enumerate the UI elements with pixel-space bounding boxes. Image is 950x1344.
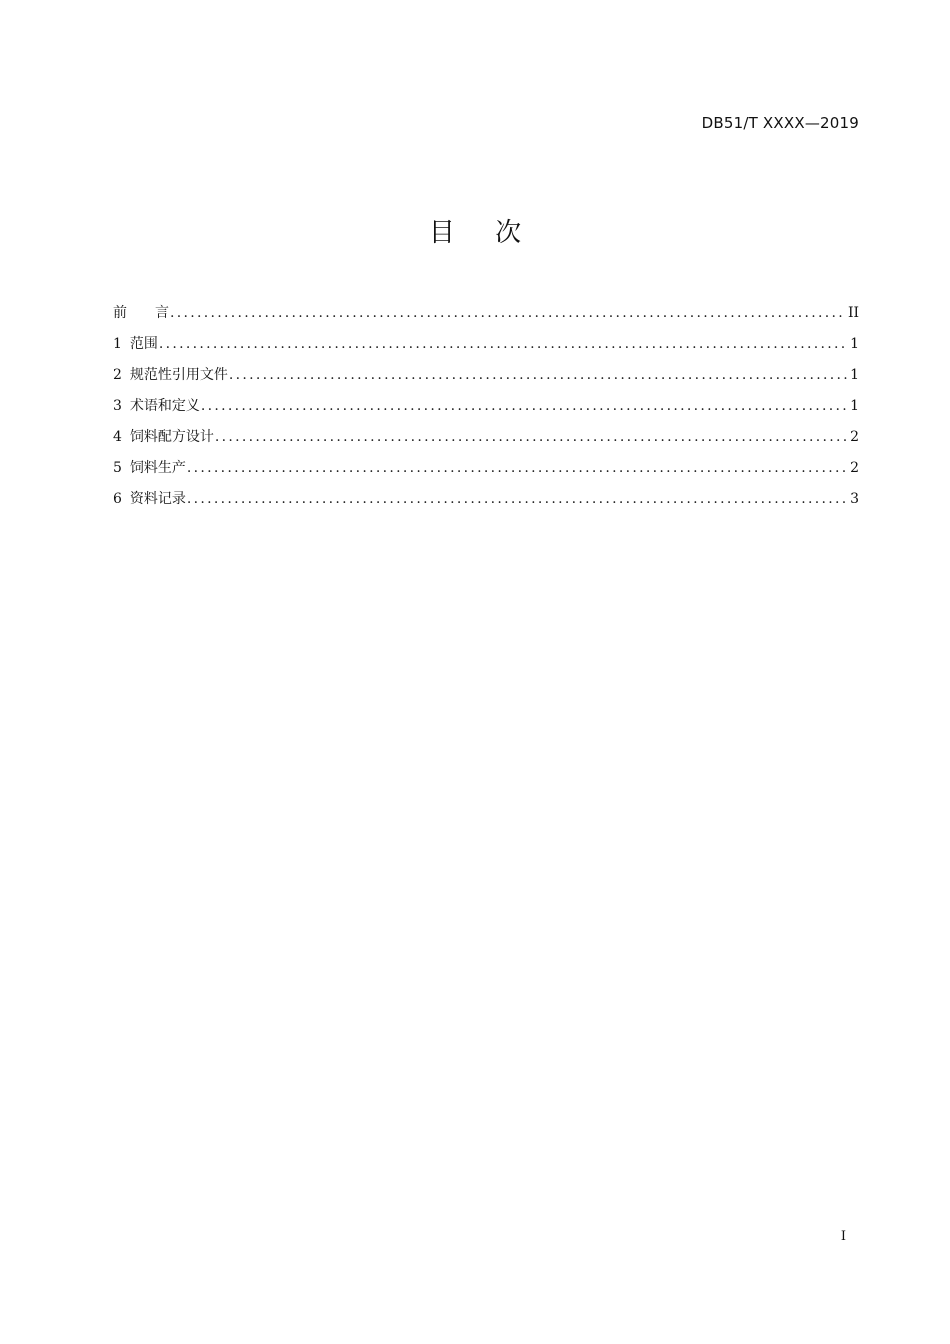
toc-entry-title: 饲料配方设计 — [129, 429, 214, 445]
toc-entry-records[interactable] — [113, 488, 859, 519]
toc-entry-foreword[interactable] — [113, 302, 859, 333]
toc-entry-page: II — [847, 305, 859, 321]
dot-leader — [170, 302, 846, 324]
toc-entry-page: 1 — [850, 336, 859, 352]
toc-entry-number: 5 — [113, 460, 122, 476]
toc-entry-title: 饲料生产 — [129, 460, 186, 476]
dot-leader — [187, 457, 848, 479]
toc-entry-feed-formula-design[interactable] — [113, 426, 859, 457]
dot-leader — [229, 364, 848, 386]
toc-entry-title: 前 言 — [113, 305, 169, 321]
page-number: I — [840, 1229, 846, 1244]
toc-entry-scope[interactable] — [113, 333, 859, 364]
toc-entry-number: 6 — [113, 491, 122, 507]
toc-entry-title: 规范性引用文件 — [129, 367, 228, 383]
toc-entry-title: 术语和定义 — [129, 398, 200, 414]
toc-entry-number: 2 — [113, 367, 122, 383]
dot-leader — [201, 395, 848, 417]
toc-entry-page: 3 — [850, 491, 859, 507]
toc-entry-page: 2 — [850, 460, 859, 476]
table-of-contents — [113, 302, 859, 519]
toc-entry-number: 1 — [113, 336, 122, 352]
toc-entry-page: 1 — [850, 398, 859, 414]
dot-leader — [159, 333, 848, 355]
toc-entry-normative-references[interactable] — [113, 364, 859, 395]
toc-entry-terms-definitions[interactable] — [113, 395, 859, 426]
toc-entry-number: 4 — [113, 429, 122, 445]
toc-entry-number: 3 — [113, 398, 122, 414]
toc-entry-feed-production[interactable] — [113, 457, 859, 488]
toc-entry-title: 范围 — [129, 336, 158, 352]
toc-entry-page: 1 — [850, 367, 859, 383]
document-code: DB51/T XXXX—2019 — [701, 114, 859, 132]
toc-entry-title: 资料记录 — [129, 491, 186, 507]
dot-leader — [215, 426, 848, 448]
dot-leader — [187, 488, 848, 510]
toc-title: 目 次 — [428, 218, 538, 248]
toc-entry-page: 2 — [850, 429, 859, 445]
